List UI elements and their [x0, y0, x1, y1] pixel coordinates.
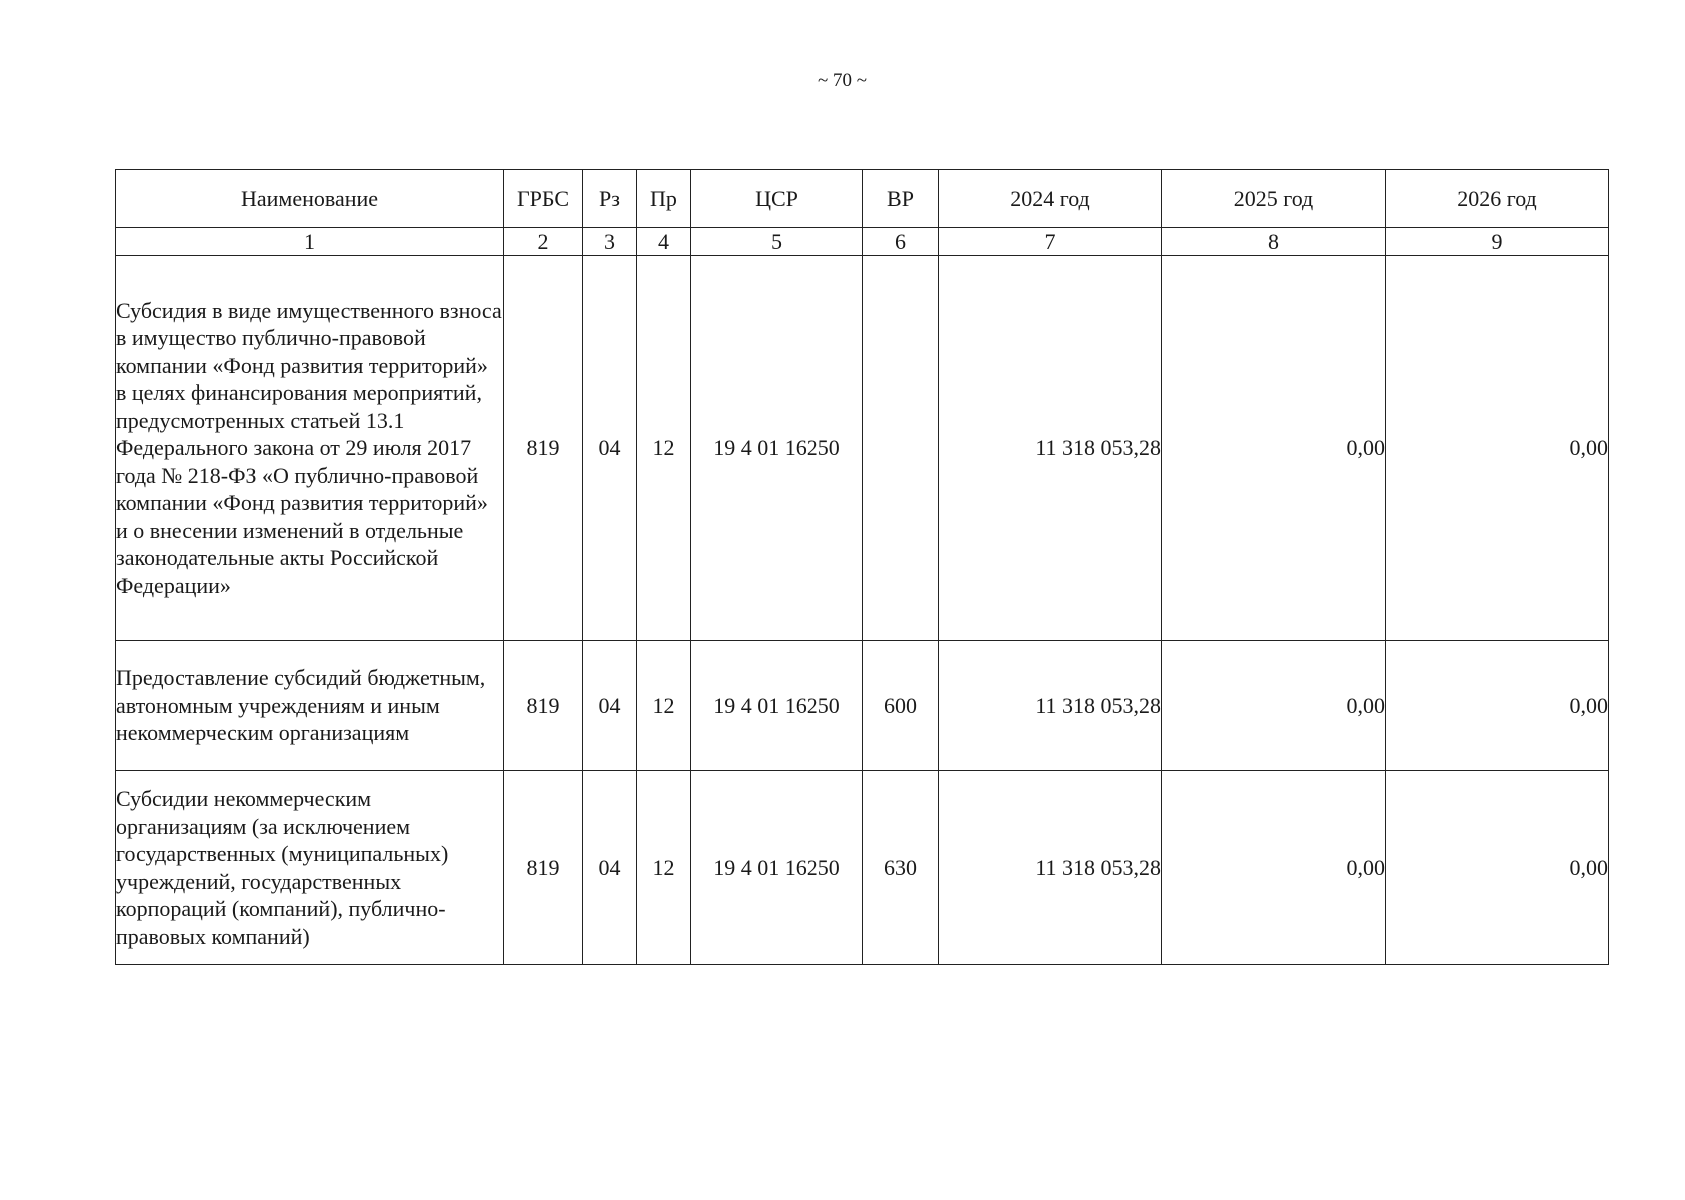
row-name: Субсидия в виде имущественного взноса в имущество публично-правовой компании «Фонд развития территорий» в целях финансирования мероприятий, предусмотренных статьей 13.1 Федерального закона от 29 июля 2017 года № 218-ФЗ «О публично-правовой компании «Фонд развития территорий» и о внесении изменений в отдельные законодательные акты Российской Федерации»: [116, 256, 504, 641]
row-2026: 0,00: [1386, 771, 1609, 965]
header-grbs: ГРБС: [504, 170, 583, 228]
header-2024: 2024 год: [939, 170, 1162, 228]
table-row: [116, 256, 1609, 641]
header-pr: Пр: [637, 170, 691, 228]
row-grbs: 819: [504, 256, 583, 641]
table-row: [116, 641, 1609, 771]
column-number: 6: [863, 228, 939, 256]
column-number: 7: [939, 228, 1162, 256]
header-name: Наименование: [116, 170, 504, 228]
row-2024: 11 318 053,28: [939, 771, 1162, 965]
row-name: Субсидии некоммерческим организациям (за исключением государственных (муниципальных) учреждений, государственных корпораций (компаний), публично-правовых компаний): [116, 771, 504, 965]
row-2024: 11 318 053,28: [939, 641, 1162, 771]
row-pr: 12: [637, 256, 691, 641]
page-number: ~ 70 ~: [817, 70, 868, 91]
row-vr: [863, 256, 939, 641]
row-2026: 0,00: [1386, 641, 1609, 771]
table-row: [116, 771, 1609, 965]
row-2026: 0,00: [1386, 256, 1609, 641]
row-2025: 0,00: [1162, 256, 1386, 641]
row-2025: 0,00: [1162, 771, 1386, 965]
row-rz: 04: [583, 641, 637, 771]
header-rz: Рз: [583, 170, 637, 228]
column-number: 8: [1162, 228, 1386, 256]
header-2025: 2025 год: [1162, 170, 1386, 228]
row-grbs: 819: [504, 771, 583, 965]
column-number: 3: [583, 228, 637, 256]
row-pr: 12: [637, 771, 691, 965]
column-number: 2: [504, 228, 583, 256]
row-vr: 600: [863, 641, 939, 771]
row-vr: 630: [863, 771, 939, 965]
header-row: [116, 170, 1609, 228]
column-number: 4: [637, 228, 691, 256]
header-vr: ВР: [863, 170, 939, 228]
row-csr: 19 4 01 16250: [691, 256, 863, 641]
row-rz: 04: [583, 256, 637, 641]
row-pr: 12: [637, 641, 691, 771]
header-2026: 2026 год: [1386, 170, 1609, 228]
column-number: 9: [1386, 228, 1609, 256]
column-number-row: [116, 228, 1609, 256]
row-2024: 11 318 053,28: [939, 256, 1162, 641]
column-number: 5: [691, 228, 863, 256]
budget-table: [115, 169, 1609, 965]
row-csr: 19 4 01 16250: [691, 771, 863, 965]
row-grbs: 819: [504, 641, 583, 771]
row-name: Предоставление субсидий бюджетным, автономным учреждениям и иным некоммерческим организациям: [116, 641, 504, 771]
row-rz: 04: [583, 771, 637, 965]
row-csr: 19 4 01 16250: [691, 641, 863, 771]
header-csr: ЦСР: [691, 170, 863, 228]
column-number: 1: [116, 228, 504, 256]
row-2025: 0,00: [1162, 641, 1386, 771]
